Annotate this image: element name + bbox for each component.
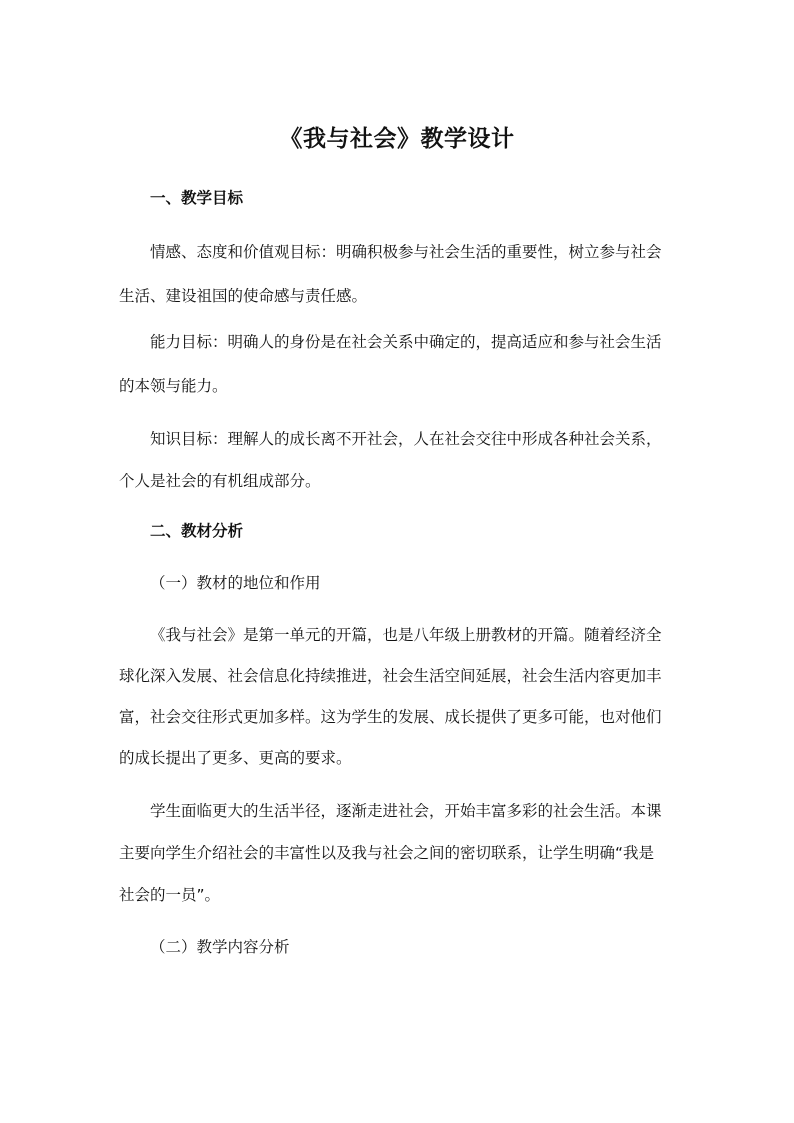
paragraph-line: 《我与社会》是第一单元的开篇，也是八年级上册教材的开篇。随着经济全 [150,626,662,644]
document-title: 《我与社会》教学设计 [279,126,515,152]
paragraph-line: 社会的一员”。 [119,886,221,904]
paragraph-line: 情感、态度和价值观目标：明确积极参与社会生活的重要性，树立参与社会 [150,243,662,261]
subsection-heading-content: （二）教学内容分析 [150,938,290,956]
section-heading-analysis: 二、教材分析 [150,522,244,540]
paragraph-line: 主要向学生介绍社会的丰富性以及我与社会之间的密切联系，让学生明确“我是 [119,844,655,862]
paragraph-line: 的成长提出了更多、更高的要求。 [119,749,352,767]
paragraph-line: 富，社会交往形式更加多样。这为学生的发展、成长提供了更多可能，也对他们 [119,708,662,726]
subsection-heading-role: （一）教材的地位和作用 [150,574,321,592]
paragraph-line: 学生面临更大的生活半径，逐渐走进社会，开始丰富多彩的社会生活。本课 [150,802,662,820]
paragraph-line: 的本领与能力。 [119,377,228,395]
section-heading-objectives: 一、教学目标 [150,189,244,207]
paragraph-line: 球化深入发展、社会信息化持续推进，社会生活空间延展，社会生活内容更加丰 [119,667,662,685]
paragraph-line: 个人是社会的有机组成部分。 [119,472,321,490]
paragraph-line: 知识目标：理解人的成长离不开社会，人在社会交往中形成各种社会关系， [150,430,662,448]
paragraph-line: 生活、建设祖国的使命感与责任感。 [119,287,368,305]
paragraph-line: 能力目标：明确人的身份是在社会关系中确定的，提高适应和参与社会生活 [150,333,662,351]
